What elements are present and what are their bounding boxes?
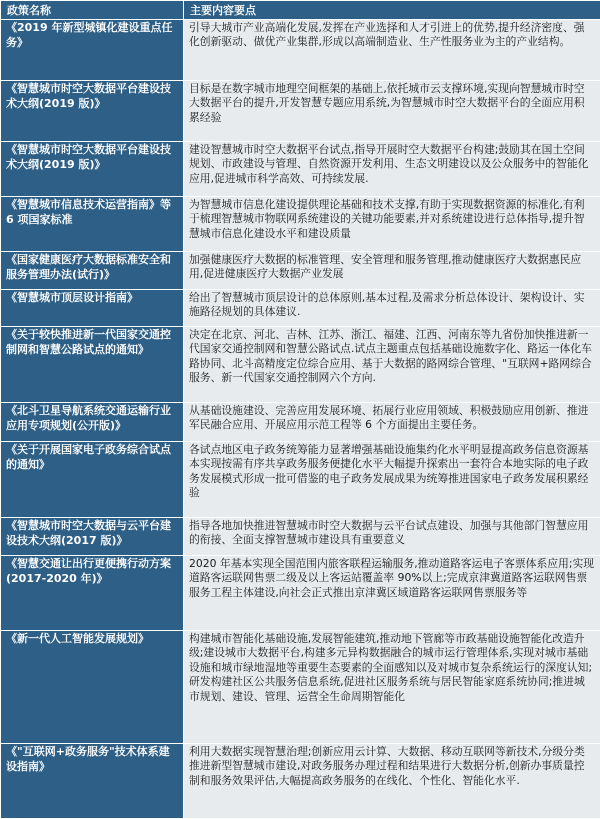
policy-content-cell: 各试点地区电子政务统筹能力显著增强基础设施集约化水平明显提高政务信息资源基本实现按需有序共享政务服务便捷化水平大幅提升探索出一套符合本地实际的电子政务发展模式形成一批可借鉴的电子政务发展成果为统筹推进国家电子政务发展积累经验: [184, 442, 600, 518]
policy-name-cell: 《智慧城市顶层设计指南》: [1, 290, 184, 327]
policy-name-cell: 《国家健康医疗大数据标准安全和服务管理办法(试行)》: [1, 252, 184, 290]
policy-content-cell: 加强健康医疗大数据的标准管理、安全管理和服务管理,推动健康医疗大数据惠民应用,促进健康医疗大数据产业发展: [184, 252, 600, 290]
table-row: [1, 744, 600, 819]
policy-name-cell: 《关于较快推进新一代国家交通控制网和智慧公路试点的通知》: [1, 327, 184, 403]
table-row: [1, 81, 600, 142]
table-header-row: [1, 1, 600, 20]
table-row: [1, 556, 600, 631]
table-row: [1, 252, 600, 290]
header-policy-name: 政策名称: [1, 1, 184, 20]
policy-content-cell: 给出了智慧城市顶层设计的总体原则,基本过程,及需求分析总体设计、架构设计、实施路径规划的具体建议.: [184, 290, 600, 327]
table-row: [1, 631, 600, 744]
table-row: [1, 20, 600, 81]
policy-name-cell: 《智慧城市时空大数据平台建设技术大纲(2019 版)》: [1, 142, 184, 197]
policy-content-cell: 目标是在数字城市地理空间框架的基础上,依托城市云支撑环境,实现向智慧城市时空大数据平台的提升,开发智慧专题应用系统,为智慧城市时空大数据平台的全面应用积累经验: [184, 81, 600, 142]
policy-content-cell: 决定在北京、河北、吉林、江苏、浙江、福建、江西、河南东等九省份加快推进新一代国家交通控制网和智慧公路试点.试点主题重点包括基础设施数字化、路运一体化车路协同、北斗高精度定位综合应用、基于大数据的路网综合管理、"互联网+路网综合服务、新一代国家交通控制网六个方向.: [184, 327, 600, 403]
policy-content-cell: 从基础设施建设、完善应用发展环境、拓展行业应用领域、积极鼓励应用创新、推进军民融合应用、开展应用示范工程等 6 个方面提出主要任务。: [184, 403, 600, 442]
policy-name-cell: 《智慧交通让出行更便携行动方案(2017-2020 年)》: [1, 556, 184, 631]
table-row: [1, 290, 600, 327]
header-main-content: 主要内容要点: [184, 1, 600, 20]
policy-content-cell: 为智慧城市信息化建设提供理论基础和技术支撑,有助于实现数据资源的标准化,有利于梳理智慧城市物联网系统建设的关键功能要素,并对系统建设进行总体指导,提升智慧城市信息化建设水平和建设质量: [184, 197, 600, 252]
policy-content-cell: 指导各地加快推进智慧城市时空大数据与云平台试点建设、加强与其他部门智慧应用的衔接、全面支撑智慧城市建设具有重要意义: [184, 518, 600, 556]
policy-name-cell: 《新一代人工智能发展规划》: [1, 631, 184, 744]
table-row: [1, 518, 600, 556]
table-row: [1, 327, 600, 403]
table-row: [1, 142, 600, 197]
table-row: [1, 403, 600, 442]
policy-content-cell: 引导大城市产业高端化发展,发挥在产业选择和人才引进上的优势,提升经济密度、强化创新驱动、做优产业集群,形成以高端制造业、生产性服务业为主的产业结构。: [184, 20, 600, 81]
policy-name-cell: 《智慧城市信息技术运营指南》等 6 项国家标准: [1, 197, 184, 252]
policy-content-cell: 利用大数据实现智慧治理;创新应用云计算、大数据、移动互联网等新技术,分级分类推进新型智慧城市建设,对政务服务办理过程和结果进行大数据分析,创新办事质量控制和服务效果评估,大幅提高政务服务的在线化、个性化、智能化水平.: [184, 744, 600, 819]
policy-content-cell: 2020 年基本实现全国范围内旅客联程运输服务,推动道路客运电子客票体系应用;实现道路客运联网售票二级及以上客运站覆盖率 90%以上;完成京津冀道路客运联网售票服务工程主体建设,向社会正式推出京津冀区域道路客运联网售票服务等: [184, 556, 600, 631]
policy-name-cell: 《2019 年新型城镇化建设重点任务》: [1, 20, 184, 81]
table-row: [1, 442, 600, 518]
table-row: [1, 197, 600, 252]
policy-name-cell: 《北斗卫星导航系统交通运输行业应用专项规划(公开版)》: [1, 403, 184, 442]
policy-name-cell: 《智慧城市时空大数据与云平台建设技术大纲(2017 版)》: [1, 518, 184, 556]
policy-content-cell: 构建城市智能化基础设施,发展智能建筑,推动地下管廊等市政基础设施智能化改造升级;建设城市大数据平台,构建多元异构数据融合的城市运行管理体系,实现对城市基础设施和城市绿地湿地等重要生态要素的全面感知以及对城市复杂系统运行的深度认知;研发构建社区公共服务信息系统,促进社区服务系统与居民智能家庭系统协同;推进城市规划、建设、管理、运营全生命周期智能化: [184, 631, 600, 744]
policy-name-cell: 《关于开展国家电子政务综合试点的通知》: [1, 442, 184, 518]
policy-content-cell: 建设智慧城市时空大数据平台试点,指导开展时空大数据平台构建;鼓励其在国土空间规划、市政建设与管理、自然资源开发利用、生态文明建设以及公众服务中的智能化应用,促进城市科学高效、可持续发展.: [184, 142, 600, 197]
policy-name-cell: 《"互联网+政务服务"技术体系建设指南》: [1, 744, 184, 819]
policy-name-cell: 《智慧城市时空大数据平台建设技术大纲(2019 版)》: [1, 81, 184, 142]
